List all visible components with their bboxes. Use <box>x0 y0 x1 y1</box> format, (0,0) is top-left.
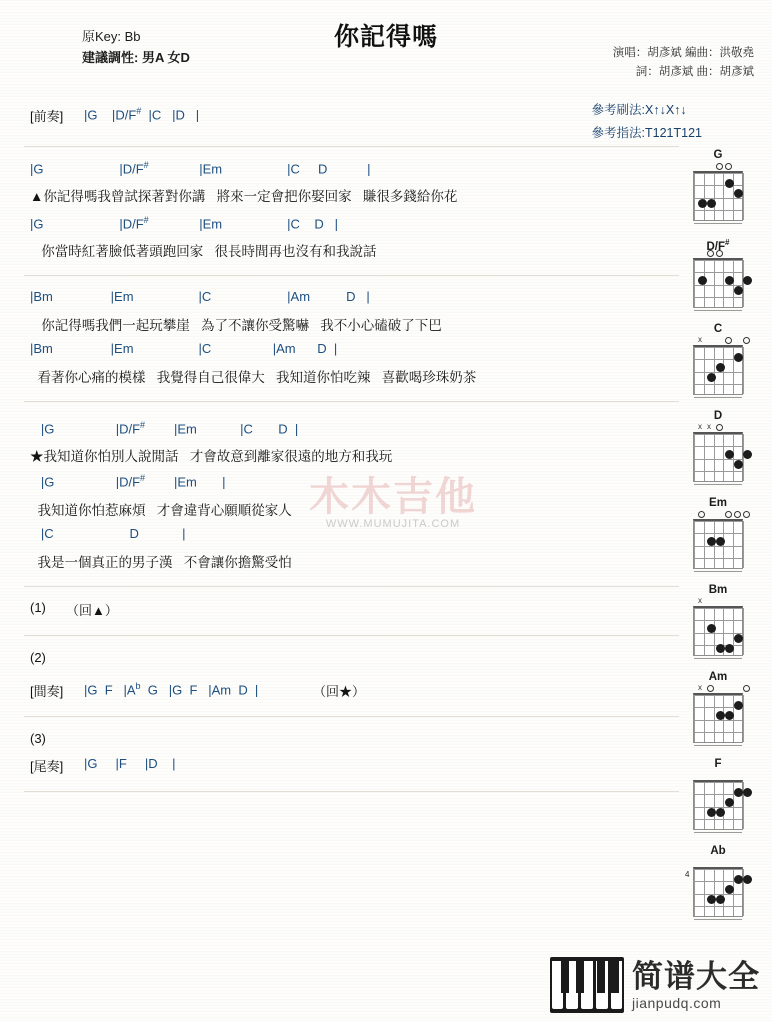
interlude-label: [間奏] <box>30 684 64 699</box>
logo-url: jianpudq.com <box>632 994 722 1011</box>
logo-text <box>632 958 760 1011</box>
logo-title: 简谱大全 <box>632 958 760 994</box>
credit-line-1: 演唱：胡彥斌 編曲：洪敬堯 <box>612 47 754 59</box>
chord-diagram-dfsharp <box>670 235 766 314</box>
chord-diagram-c <box>670 322 766 401</box>
section-5-lyrics: ★我知道你怕別人說閒話 才會故意到離家很遠的地方和我玩 <box>30 449 393 464</box>
section-7-chords: |C D | <box>30 526 186 541</box>
outro-chords: |G |F |D | <box>84 756 176 771</box>
section-4-chords: |Bm |Em |C |Am D | <box>30 341 338 356</box>
original-key-row <box>82 26 190 47</box>
outro-label: [尾奏] <box>30 759 64 774</box>
fretboard: x <box>683 339 753 401</box>
divider-4 <box>24 586 679 587</box>
fretboard: x <box>683 600 753 662</box>
credit-line-2: 詞：胡彥斌 曲：胡彥斌 <box>635 66 754 78</box>
page-title: 你記得嗎 <box>333 23 438 51</box>
divider-5 <box>24 635 679 636</box>
original-key-value: Bb <box>124 29 141 44</box>
fingerstyle-pattern: 參考指法:T121T121 <box>591 126 702 140</box>
strum-pattern: 參考刷法:X↑↓X↑↓ <box>591 103 687 117</box>
divider-3 <box>24 401 679 402</box>
section-4-lyrics: 看著你心痛的模樣 我覺得自己很偉大 我知道你怕吃辣 喜歡喝珍珠奶茶 <box>30 370 477 385</box>
reference-info <box>592 99 702 145</box>
piano-icon <box>550 957 624 1013</box>
suggested-key-value: 男A 女D <box>141 50 190 65</box>
key-info <box>82 26 190 68</box>
section-5-chords: |G |D/F# |Em |C D | <box>30 420 299 437</box>
chord-name: Ab <box>710 845 726 857</box>
section-1-lyrics: ▲你記得嗎我曾試探著對你講 將來一定會把你娶回家 賺很多錢給你花 <box>30 189 458 204</box>
divider-2 <box>24 275 679 276</box>
chord-name: Am <box>708 671 728 683</box>
suggested-key-label: 建議調性: <box>82 50 139 65</box>
divider-7 <box>24 791 679 792</box>
chord-diagram-column <box>670 148 766 931</box>
divider-1 <box>24 146 679 147</box>
intro-chords: |G |D/F# |C |D | <box>84 106 200 123</box>
chord-diagram-em <box>670 496 766 575</box>
chord-name: F <box>714 758 722 770</box>
chord-diagram-ab <box>670 844 766 923</box>
chord-diagram-f <box>670 757 766 836</box>
original-key-label: 原Key: <box>82 29 122 44</box>
fretboard <box>683 252 753 314</box>
repeat-1-number: (1) <box>30 600 46 615</box>
interlude-repeat: （回★） <box>313 684 366 699</box>
repeat-2-number: (2) <box>30 650 46 665</box>
chord-name: D <box>713 410 723 422</box>
suggested-key-row <box>82 47 190 68</box>
watermark-url: WWW.MUMUJITA.COM <box>325 518 461 530</box>
credits <box>613 44 754 82</box>
fretboard <box>683 513 753 575</box>
chord-name: Bm <box>708 584 728 596</box>
watermark-text: 木木吉他 <box>309 475 477 519</box>
fretboard <box>683 774 753 836</box>
section-3-chords: |Bm |Em |C |Am D | <box>30 289 370 304</box>
section-1-chords: |G |D/F# |Em |C D | <box>30 160 371 177</box>
section-6-lyrics: 我知道你怕惹麻煩 才會違背心願順從家人 <box>30 503 292 518</box>
section-2-chords: |G |D/F# |Em |C D | <box>30 215 338 232</box>
chord-name: G <box>713 149 723 161</box>
interlude-chords: |G F $|A^b$ G |G F |Am D | <box>84 681 259 698</box>
site-logo <box>550 957 760 1013</box>
section-7-lyrics: 我是一個真正的男子漢 不會讓你擔驚受怕 <box>30 555 292 570</box>
section-6-chords: |G |D/F# |Em | <box>30 473 226 490</box>
repeat-3-number: (3) <box>30 731 46 746</box>
chord-diagram-d <box>670 409 766 488</box>
repeat-1-text: （回▲） <box>66 603 118 618</box>
chord-name: C <box>713 323 723 335</box>
fretboard <box>683 165 753 227</box>
chord-name: D/F# <box>706 238 730 253</box>
chord-diagram-bm <box>670 583 766 662</box>
section-2-lyrics: 你當時紅著臉低著頭跑回家 很長時間再也沒有和我說話 <box>30 244 377 259</box>
intro-label: [前奏] <box>30 109 64 124</box>
chord-diagram-am <box>670 670 766 749</box>
chord-diagram-g <box>670 148 766 227</box>
fretboard: x <box>683 687 753 749</box>
chord-name: Em <box>709 497 727 509</box>
fretboard: x x <box>683 426 753 488</box>
fretboard: 4 <box>683 861 753 923</box>
divider-6 <box>24 716 679 717</box>
section-3-lyrics: 你記得嗎我們一起玩攀崖 為了不讓你受驚嚇 我不小心磕破了下巴 <box>30 318 442 333</box>
